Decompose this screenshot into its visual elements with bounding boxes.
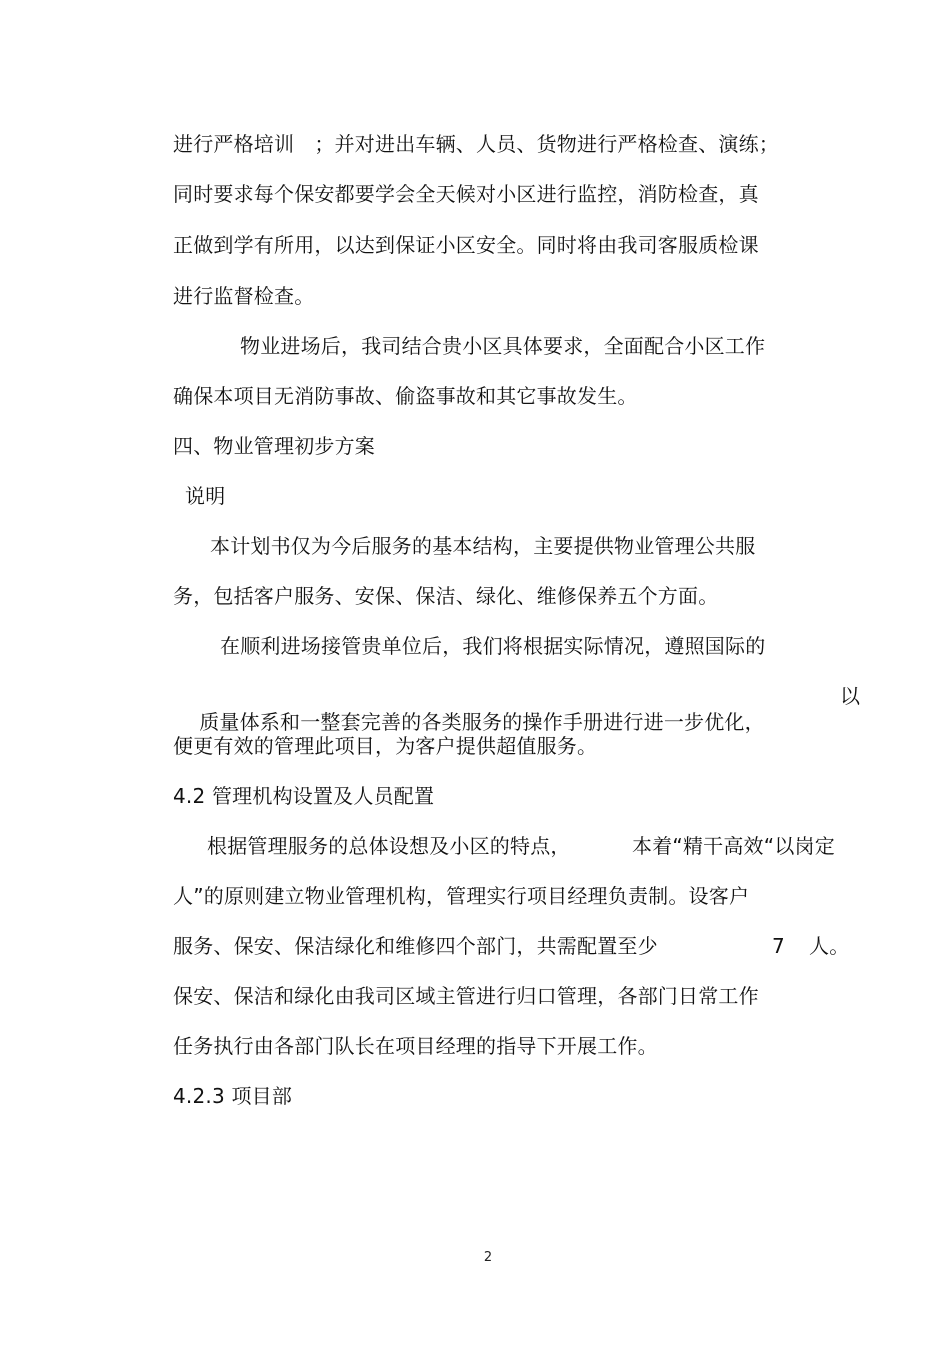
section-heading: 4.2.3 项目部	[173, 1084, 293, 1108]
paragraph-line: 人”的原则建立物业管理机构，管理实行项目经理负责制。设客户	[173, 884, 750, 908]
paragraph-line: 进行严格培训 ；并对进出车辆、人员、货物进行严格检查、演练；	[173, 132, 779, 156]
paragraph-line: 正做到学有所用，以达到保证小区安全。同时将由我司客服质检课	[173, 233, 759, 257]
staff-count: 7	[772, 934, 785, 958]
paragraph-line: 同时要求每个保安都要学会全天候对小区进行监控，消防检查，真	[173, 182, 759, 206]
paragraph-line: 务，包括客户服务、安保、保洁、绿化、维修保养五个方面。	[173, 584, 719, 608]
paragraph-line: 确保本项目无消防事故、偷盗事故和其它事故发生。	[173, 384, 638, 408]
paragraph-line: 便更有效的管理此项目，为客户提供超值服务。	[173, 734, 598, 758]
section-heading: 四、物业管理初步方案	[173, 434, 375, 458]
paragraph-line: 服务、保安、保洁绿化和维修四个部门，共需配置至少	[173, 934, 658, 958]
page-number: 2	[483, 1250, 493, 1265]
paragraph-line: 保安、保洁和绿化由我司区域主管进行归口管理，各部门日常工作	[173, 984, 759, 1008]
paragraph-line: 进行监督检查。	[173, 284, 315, 308]
paragraph-line: 物业进场后，我司结合贵小区具体要求，全面配合小区工作	[240, 334, 766, 358]
section-heading: 4.2 管理机构设置及人员配置	[173, 784, 435, 808]
paragraph-line: 根据管理服务的总体设想及小区的特点，	[207, 834, 571, 858]
paragraph-line-text: 质量体系和一整套完善的各类服务的操作手册进行进一步优化，	[199, 710, 765, 734]
paragraph-line: 在顺利进场接管贵单位后，我们将根据实际情况，遵照国际的	[220, 634, 766, 658]
paragraph-line-tail: 本着“精干高效“以岗定	[632, 834, 835, 858]
paragraph-line: 本计划书仅为今后服务的基本结构，主要提供物业管理公共服	[210, 534, 756, 558]
paragraph-line-tail: 人。	[809, 934, 850, 958]
paragraph-line-tail: 以	[840, 684, 861, 708]
subheading: 说明	[185, 484, 226, 508]
paragraph-line: 任务执行由各部门队长在项目经理的指导下开展工作。	[173, 1034, 658, 1058]
